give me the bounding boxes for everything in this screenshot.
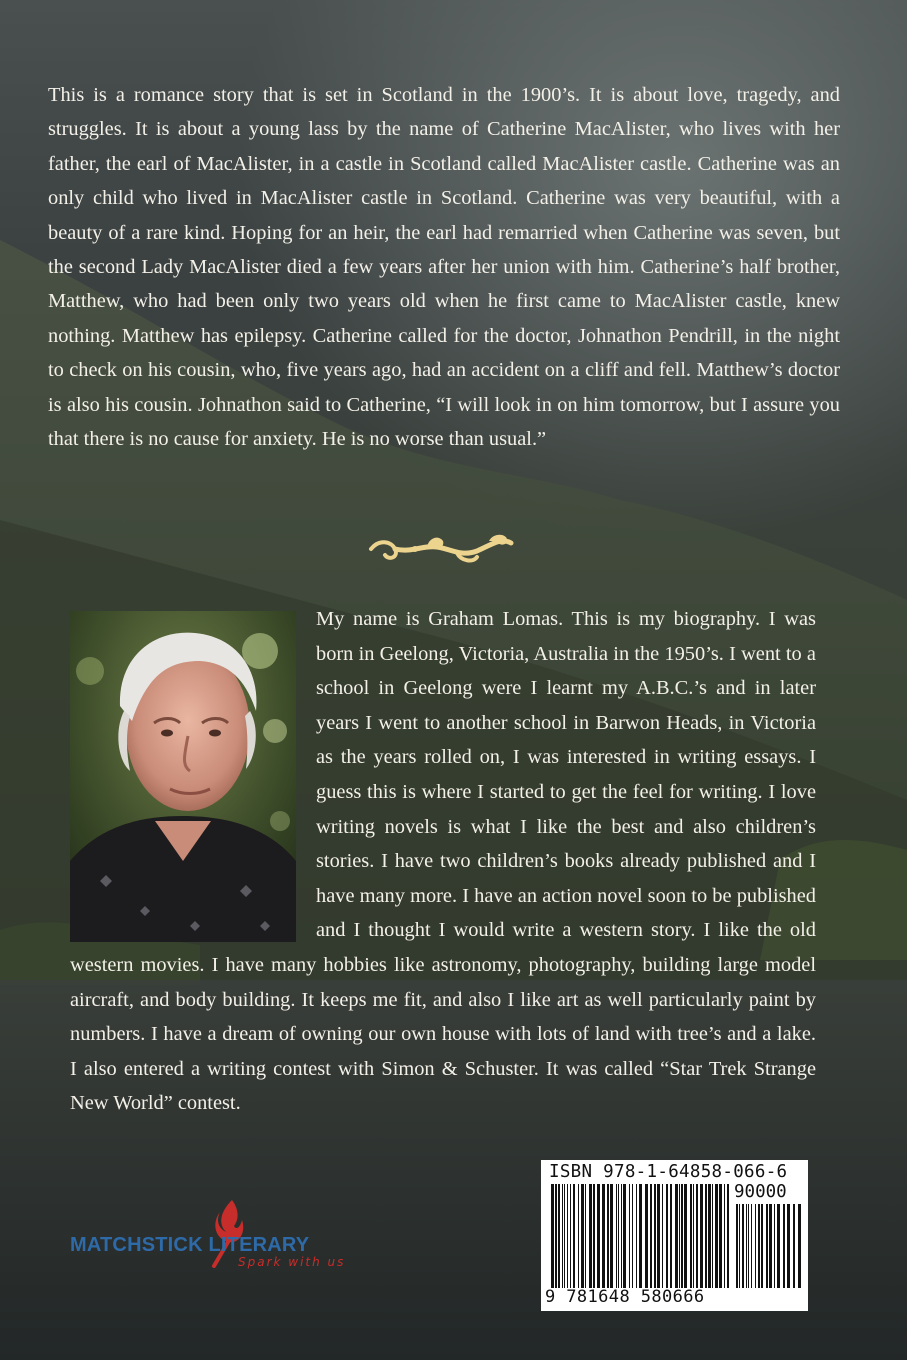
- barcode-bar: [748, 1204, 749, 1288]
- barcode-bar: [719, 1184, 722, 1288]
- barcode-bar: [766, 1204, 768, 1288]
- barcode-bar: [657, 1184, 660, 1288]
- price-code: 90000: [734, 1182, 787, 1202]
- barcode-bar: [607, 1184, 609, 1288]
- barcode-bar: [739, 1204, 740, 1288]
- barcode-bar: [570, 1184, 571, 1288]
- barcode-bar: [679, 1184, 680, 1288]
- barcode-bar: [632, 1184, 633, 1288]
- barcode-bar: [742, 1204, 744, 1288]
- barcode-bar: [629, 1184, 630, 1288]
- photo-wrap-spacer: [70, 602, 316, 940]
- barcode-bar: [693, 1184, 694, 1288]
- flourish-ornament-icon: [365, 527, 517, 567]
- barcode-bar: [618, 1184, 619, 1288]
- barcode-bar: [715, 1184, 718, 1288]
- barcode-bar: [623, 1184, 626, 1288]
- barcode-bar: [769, 1204, 772, 1288]
- author-biography-text: My name is Graham Lomas. This is my biography. I was born in Geelong, Victoria, Australia in the 1950’s. I went to a school in Geelong were I learnt my A.B.C.’s and in later years I went to another school in Barwon Heads, in Victoria as the years rolled on, I was interested in writing essays. I guess this is where I started to get the feel for writing. I love writing novels is what I like the best and also children’s stories. I have two children’s books already published and I have many more. I have an action novel soon to be published and I thought I would write a western story. I like the old western movies. I have many hobbies like astronomy, photography, building large model aircraft, and body building. It keeps me fit, and also I like art as well particularly paint by numbers. I have a dream of owning our own house with lots of land with tree’s and a lake. I also entered a writing contest with Simon & Schuster. It was called “Star Trek Strange New World” contest.: [70, 608, 816, 1115]
- barcode-bar: [751, 1204, 752, 1288]
- barcode-bar: [774, 1204, 775, 1288]
- ean-digits: 9 781648 580666: [545, 1287, 705, 1307]
- author-biography: [70, 602, 816, 1121]
- barcode-bar: [551, 1184, 554, 1288]
- barcode-bar: [712, 1184, 713, 1288]
- barcode-bar: [578, 1184, 579, 1288]
- barcode-bar: [581, 1184, 584, 1288]
- publisher-name: MATCHSTICK LITERARY: [70, 1234, 310, 1256]
- barcode-bar: [645, 1184, 648, 1288]
- publisher-tagline: Spark with us: [238, 1255, 346, 1269]
- barcode-bar: [621, 1184, 622, 1288]
- barcode-bar: [700, 1184, 703, 1288]
- barcode-bar: [755, 1204, 756, 1288]
- barcode-bar: [793, 1204, 795, 1288]
- barcode-bar: [564, 1184, 565, 1288]
- barcode-bar: [654, 1184, 656, 1288]
- barcode-bar: [597, 1184, 600, 1288]
- barcode-bar: [708, 1184, 711, 1288]
- barcode-bar: [610, 1184, 613, 1288]
- barcode-bar: [662, 1184, 663, 1288]
- ean-barcode-bars: [551, 1184, 729, 1288]
- barcode-bar: [573, 1184, 575, 1288]
- barcode-bar: [705, 1184, 707, 1288]
- barcode-bar: [639, 1184, 642, 1288]
- barcode-bar: [589, 1184, 592, 1288]
- barcode-bar: [746, 1204, 747, 1288]
- barcode-bar: [666, 1184, 668, 1288]
- barcode-bar: [736, 1204, 738, 1288]
- barcode-bar: [593, 1184, 595, 1288]
- barcode-bar: [602, 1184, 605, 1288]
- barcode-bar: [798, 1204, 801, 1288]
- barcode-bar: [616, 1184, 617, 1288]
- barcode-bar: [690, 1184, 692, 1288]
- isbn-number: ISBN 978-1-64858-066-6: [549, 1162, 788, 1182]
- barcode-bar: [787, 1204, 790, 1288]
- barcode-bar: [555, 1184, 557, 1288]
- barcode-bar: [585, 1184, 586, 1288]
- price-addon-barcode-bars: [736, 1204, 802, 1288]
- barcode-bar: [696, 1184, 698, 1288]
- synopsis-text: This is a romance story that is set in Scotland in the 1900’s. It is about love, tragedy, and struggles. It is about a young lass by the name of Catherine MacAlister, who lives with her father, the earl of MacAlister, in a castle in Scotland called MacAlister castle. Catherine was an only child who lived in MacAlister castle in Scotland. Catherine was very beautiful, with a beauty of a rare kind. Hoping for an heir, the earl had remarried when Catherine was seven, but the second Lady MacAlister died a few years after her union with him. Catherine’s half brother, Matthew, who had been only two years old when he first came to MacAlister castle, knew nothing. Matthew has epilepsy. Catherine called for the doctor, Johnathon Pendrill, in the night to check on his cousin, who, five years ago, had an accident on a cliff and fell. Matthew’s doctor is also his cousin. Johnathon said to Catherine, “I will look in on him tomorrow, but I assure you that there is no cause for anxiety. He is no worse than usual.”: [48, 84, 840, 451]
- barcode-bar: [650, 1184, 652, 1288]
- barcode-bar: [724, 1184, 725, 1288]
- barcode-bar: [727, 1184, 729, 1288]
- isbn-barcode: [541, 1160, 808, 1311]
- barcode-bar: [636, 1184, 637, 1288]
- barcode-bar: [558, 1184, 560, 1288]
- publisher-logo: [70, 1198, 380, 1278]
- barcode-bar: [758, 1204, 760, 1288]
- barcode-bar: [761, 1204, 763, 1288]
- barcode-bar: [670, 1184, 672, 1288]
- barcode-bar: [777, 1204, 780, 1288]
- barcode-bar: [567, 1184, 568, 1288]
- barcode-bar: [681, 1184, 683, 1288]
- barcode-bar: [684, 1184, 687, 1288]
- barcode-bar: [783, 1204, 785, 1288]
- barcode-bar: [675, 1184, 678, 1288]
- barcode-bar: [562, 1184, 563, 1288]
